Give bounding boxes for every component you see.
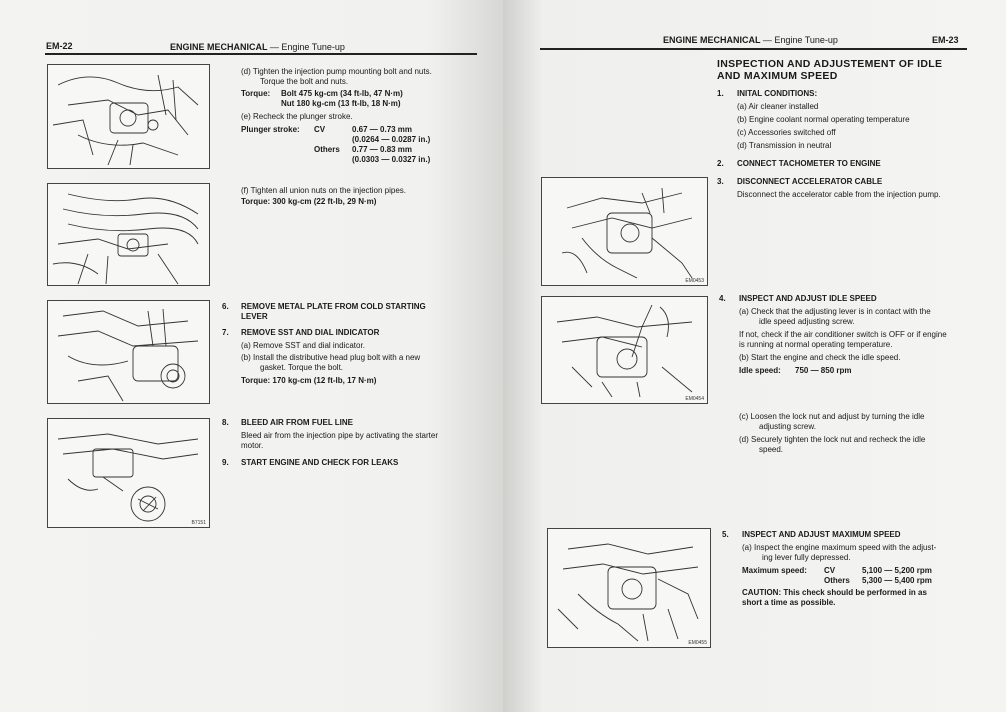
- idle-speed-label: Idle speed:: [739, 366, 781, 375]
- step-4-title: INSPECT AND ADJUST IDLE SPEED: [739, 294, 877, 303]
- step-4d: (d) Securely tighten the lock nut and recheck the idle: [739, 435, 926, 444]
- step-4-note-cont: is running at normal operating temperature.: [739, 340, 893, 349]
- step-6-number: 6.: [222, 302, 229, 311]
- step-4-note: If not, check if the air conditioner switch is OFF or if engine: [739, 330, 947, 339]
- step-8-title: BLEED AIR FROM FUEL LINE: [241, 418, 353, 427]
- step-7-title: REMOVE SST AND DIAL INDICATOR: [241, 328, 380, 337]
- step-f: (f) Tighten all union nuts on the injection pipes.: [241, 186, 406, 195]
- step-1b: (b) Engine coolant normal operating temperature: [737, 115, 910, 124]
- figure-code: B7151: [191, 520, 206, 526]
- others-value-in: (0.0303 — 0.0327 in.): [352, 155, 431, 164]
- max-speed-label: Maximum speed:: [742, 566, 807, 575]
- section-title-cont: AND MAXIMUM SPEED: [717, 70, 838, 82]
- step-5a-cont: ing lever fully depressed.: [762, 553, 851, 562]
- fuel-line-drawing-icon: [48, 419, 209, 527]
- caution-cont: short a time as possible.: [742, 598, 836, 607]
- figure-code: EM0454: [685, 396, 704, 402]
- figure-max-speed: [547, 528, 711, 648]
- max-speed-lever-drawing-icon: [548, 529, 710, 647]
- others-value: 0.77 — 0.83 mm: [352, 145, 413, 154]
- step-1-title: INITAL CONDITIONS:: [737, 89, 818, 98]
- left-header-subtitle: — Engine Tune-up: [269, 42, 345, 52]
- step-e: (e) Recheck the plunger stroke.: [241, 112, 353, 121]
- step-4a: (a) Check that the adjusting lever is in contact with the: [739, 307, 931, 316]
- step-6-title-cont: LEVER: [241, 312, 268, 321]
- accelerator-cable-drawing-icon: [542, 178, 707, 285]
- cold-start-lever-drawing-icon: [48, 301, 209, 403]
- step-8-body: Bleed air from the injection pipe by activating the starter: [241, 431, 438, 440]
- left-page-number: EM-22: [46, 41, 73, 51]
- step-3-title: DISCONNECT ACCELERATOR CABLE: [737, 177, 883, 186]
- others-label: Others: [314, 145, 340, 154]
- figure-bleed-air: [47, 418, 210, 528]
- torque-nut: Nut 180 kg-cm (13 ft-lb, 18 N·m): [281, 99, 401, 108]
- figure-injection-pump-bolt: [47, 64, 210, 169]
- step-1c: (c) Accessories switched off: [737, 128, 836, 137]
- step-9-number: 9.: [222, 458, 229, 467]
- cv-label: CV: [314, 125, 326, 134]
- step-7b-cont: gasket. Torque the bolt.: [260, 363, 344, 372]
- torque-bolt: Bolt 475 kg-cm (34 ft-lb, 47 N·m): [281, 89, 403, 98]
- step-4c-cont: adjusting screw.: [759, 422, 816, 431]
- idle-speed-value: 750 — 850 rpm: [795, 366, 852, 375]
- step-4b: (b) Start the engine and check the idle speed.: [739, 353, 901, 362]
- step-9-title: START ENGINE AND CHECK FOR LEAKS: [241, 458, 399, 467]
- figure-idle-speed: [541, 296, 708, 404]
- step-6-title: REMOVE METAL PLATE FROM COLD STARTING: [241, 302, 426, 311]
- step-8-body-cont: motor.: [241, 441, 264, 450]
- torque-label: Torque:: [241, 89, 271, 98]
- figure-union-nuts: [47, 183, 210, 286]
- figure-accelerator-cable: [541, 177, 708, 286]
- step-3-body: Disconnect the accelerator cable from the injection pump.: [737, 190, 941, 199]
- right-header-subtitle: — Engine Tune-up: [762, 35, 838, 45]
- step-8-number: 8.: [222, 418, 229, 427]
- engine-drawing-icon: [48, 65, 209, 168]
- injection-pipes-drawing-icon: [48, 184, 209, 285]
- step-7b: (b) Install the distributive head plug bolt with a new: [241, 353, 421, 362]
- right-header: [663, 35, 838, 45]
- step-1d: (d) Transmission in neutral: [737, 141, 832, 150]
- max-others-label: Others: [824, 576, 850, 585]
- step-d-cont: Torque the bolt and nuts.: [260, 77, 349, 86]
- idle-screw-drawing-icon: [542, 297, 707, 403]
- max-others-value: 5,300 — 5,400 rpm: [862, 576, 932, 585]
- step-4-number: 4.: [719, 294, 726, 303]
- left-header-title: ENGINE MECHANICAL: [170, 42, 268, 52]
- max-cv-label: CV: [824, 566, 836, 575]
- torque-f: Torque: 300 kg-cm (22 ft-lb, 29 N·m): [241, 197, 377, 206]
- max-cv-value: 5,100 — 5,200 rpm: [862, 566, 932, 575]
- step-7a: (a) Remove SST and dial indicator.: [241, 341, 365, 350]
- plunger-label: Plunger stroke:: [241, 125, 300, 134]
- step-d: (d) Tighten the injection pump mounting bolt and nuts.: [241, 67, 432, 76]
- section-title: INSPECTION AND ADJUSTEMENT OF IDLE: [717, 58, 943, 70]
- step-3-number: 3.: [717, 177, 724, 186]
- cv-value: 0.67 — 0.73 mm: [352, 125, 413, 134]
- step-7-number: 7.: [222, 328, 229, 337]
- right-page-number: EM-23: [932, 35, 959, 45]
- step-2-title: CONNECT TACHOMETER TO ENGINE: [737, 159, 881, 168]
- step-4c: (c) Loosen the lock nut and adjust by turning the idle: [739, 412, 925, 421]
- step-4a-cont: idle speed adjusting screw.: [759, 317, 855, 326]
- step-1-number: 1.: [717, 89, 724, 98]
- right-header-title: ENGINE MECHANICAL: [663, 35, 761, 45]
- step-5a: (a) Inspect the engine maximum speed with the adjust-: [742, 543, 937, 552]
- right-page: [503, 0, 1006, 712]
- step-4d-cont: speed.: [759, 445, 784, 454]
- left-header: [170, 42, 345, 52]
- step-2-number: 2.: [717, 159, 724, 168]
- step-5-number: 5.: [722, 530, 729, 539]
- cv-value-in: (0.0264 — 0.0287 in.): [352, 135, 431, 144]
- figure-code: EM0453: [685, 278, 704, 284]
- left-header-rule: [45, 53, 477, 55]
- caution: CAUTION: This check should be performed in as: [742, 588, 927, 597]
- figure-cold-start-lever: [47, 300, 210, 404]
- step-5-title: INSPECT AND ADJUST MAXIMUM SPEED: [742, 530, 901, 539]
- figure-code: EM0455: [688, 640, 707, 646]
- step-7-torque: Torque: 170 kg-cm (12 ft-lb, 17 N·m): [241, 376, 377, 385]
- right-header-rule: [540, 48, 967, 50]
- step-1a: (a) Air cleaner installed: [737, 102, 819, 111]
